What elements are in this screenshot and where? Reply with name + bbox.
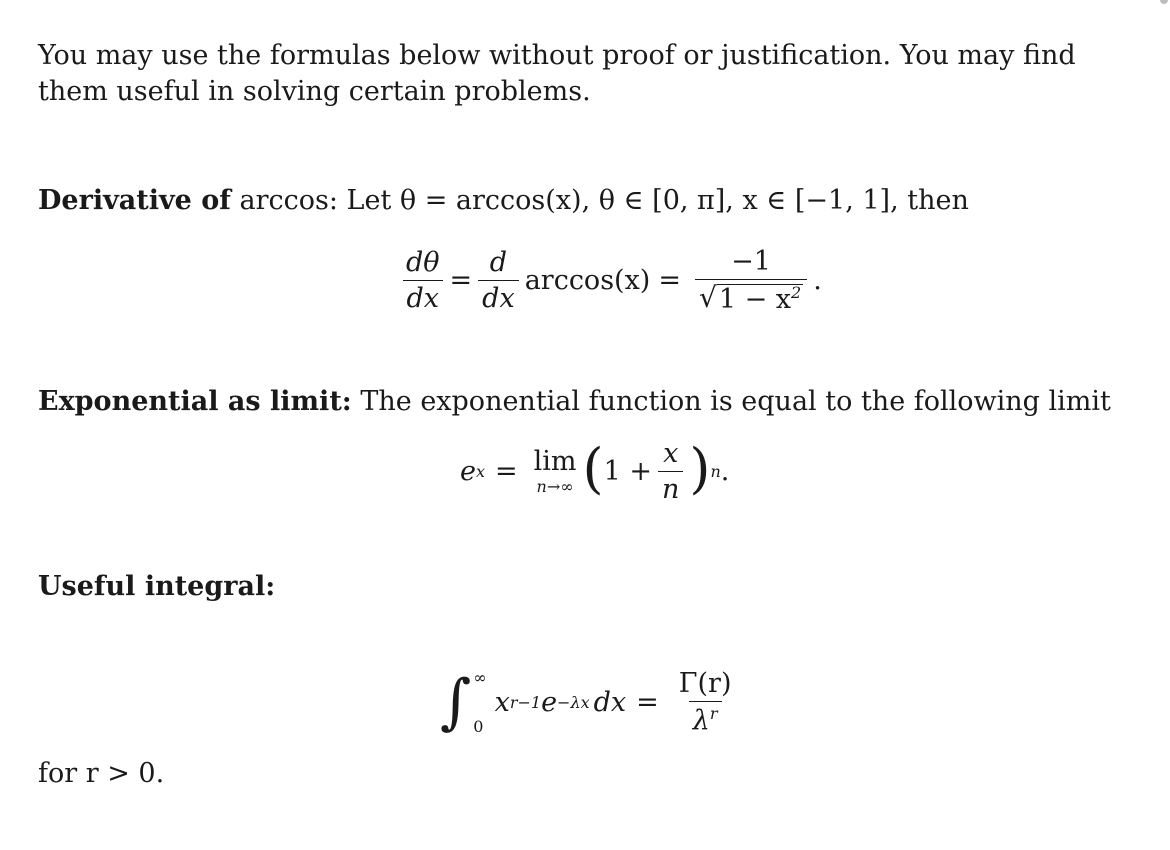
- radical-sign: √: [698, 281, 717, 314]
- period: .: [813, 265, 822, 296]
- equals-sign: =: [636, 686, 659, 718]
- section-exponential-limit: [38, 386, 1111, 417]
- frac-numerator: x: [663, 438, 679, 469]
- integral-sign: ∫: [440, 667, 472, 737]
- fraction-gamma: [675, 670, 736, 734]
- radicand: [717, 284, 803, 313]
- scrollbar-thumb[interactable]: [1160, 0, 1168, 4]
- one-plus: 1 +: [603, 456, 652, 487]
- frac-numerator: −1: [731, 246, 771, 277]
- e-exponent: −λx: [557, 692, 590, 712]
- lim-subscript: n→∞: [536, 477, 574, 496]
- section-title-suffix: arccos:: [239, 185, 338, 216]
- section-title: Exponential as limit:: [38, 386, 352, 417]
- equals-sign: =: [449, 265, 473, 296]
- frac-denominator: dx: [478, 280, 519, 312]
- arccos-function: arccos(x): [524, 265, 651, 296]
- frac-denominator: n: [658, 471, 683, 503]
- section-lead: The exponential function is equal to the following limit: [360, 386, 1111, 417]
- x-exponent: r−1: [509, 692, 542, 712]
- frac-denominator: [695, 279, 807, 313]
- fraction-dtheta-dx: [402, 249, 444, 312]
- e-base: e: [460, 456, 476, 487]
- equation-gamma-integral: [440, 668, 741, 736]
- equals-sign: =: [495, 456, 518, 487]
- section-title: Derivative of: [38, 185, 231, 216]
- fraction-result: [695, 248, 807, 313]
- lim-word: lim: [533, 446, 577, 477]
- radicand-exponent: 2: [791, 283, 802, 302]
- section-lead: Let θ = arccos(x), θ ∈ [0, π], x ∈ [−1, 1], then: [346, 185, 969, 216]
- frac-numerator: Γ(r): [678, 668, 732, 699]
- frac-numerator: d: [489, 247, 508, 278]
- paren-open: (: [582, 436, 604, 500]
- frac-denominator: [689, 701, 722, 734]
- x-base: x: [494, 686, 510, 718]
- section-derivative-arccos: [38, 185, 969, 216]
- radicand-text: 1 − x: [718, 284, 792, 315]
- period: .: [720, 456, 730, 487]
- paren-close: ): [689, 436, 711, 500]
- power-n: n: [710, 462, 721, 481]
- square-root: [698, 281, 803, 315]
- e-exponent: x: [475, 462, 486, 481]
- equals-sign: =: [658, 265, 681, 296]
- equation-exponential-limit: [460, 436, 730, 505]
- lambda: λ: [692, 705, 710, 736]
- e-base: e: [541, 686, 558, 718]
- equation-derivative-arccos: [396, 248, 822, 313]
- limit-operator: [534, 448, 577, 495]
- section-title: Useful integral:: [38, 571, 276, 602]
- intro-paragraph: You may use the formulas below without proof or justification. You may find them useful in solving certain problems.: [38, 40, 1076, 107]
- fraction-d-dx: [478, 249, 519, 312]
- differential: dx: [593, 686, 627, 718]
- integral-limits: [473, 668, 486, 736]
- fraction-x-over-n: [658, 440, 683, 503]
- frac-denominator: dx: [403, 280, 444, 312]
- integral-condition: for r > 0.: [38, 758, 165, 789]
- section-useful-integral: [38, 571, 275, 602]
- lower-limit: 0: [473, 717, 484, 736]
- upper-limit: ∞: [473, 668, 487, 687]
- frac-numerator: dθ: [406, 247, 440, 278]
- lambda-exponent: r: [709, 704, 718, 723]
